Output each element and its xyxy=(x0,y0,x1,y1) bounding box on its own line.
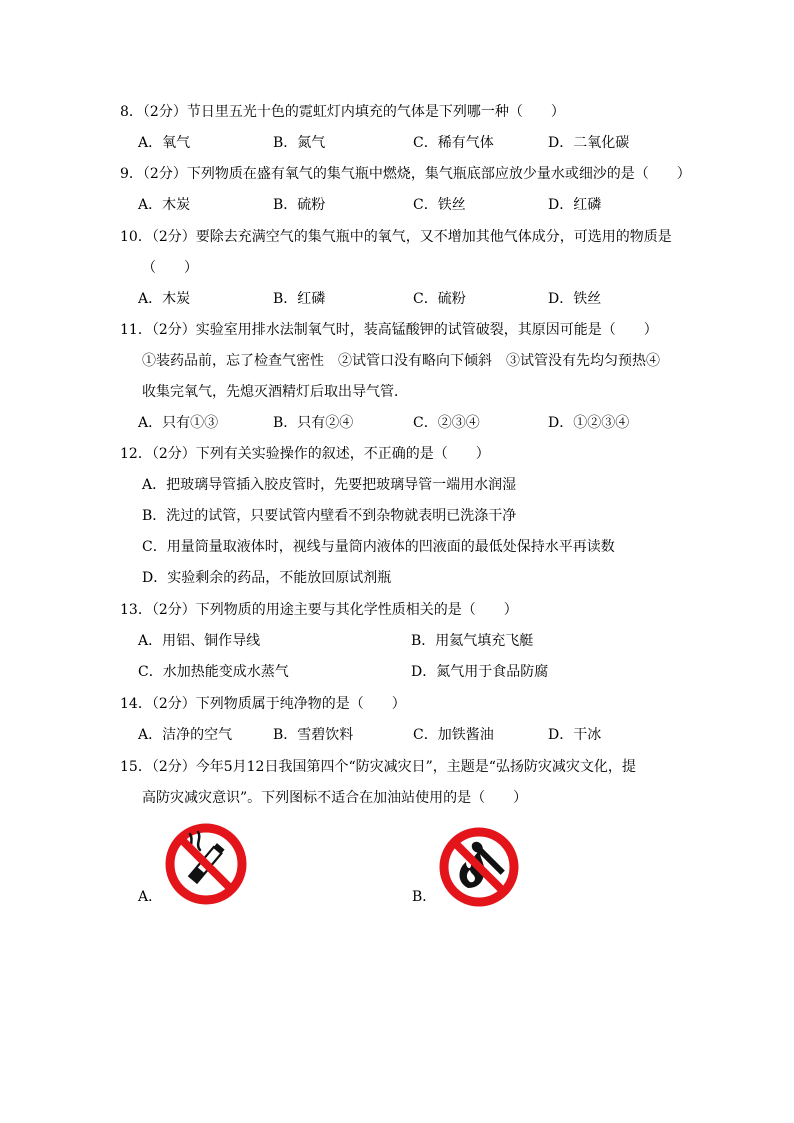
option-b: B．红磷 xyxy=(273,291,326,307)
option-b: B．洗过的试管，只要试管内壁看不到杂物就表明已洗涤干净 xyxy=(142,508,517,524)
options-row xyxy=(120,626,680,657)
option-c: C．水加热能变成水蒸气 xyxy=(138,664,289,680)
options-row xyxy=(120,657,680,688)
option-d: D．二氧化碳 xyxy=(548,135,630,151)
options-row xyxy=(120,408,680,439)
option-c: C．加铁酱油 xyxy=(413,727,494,743)
no-smoking-sign-icon xyxy=(164,822,248,906)
option-c: C．用量筒量取液体时，视线与量筒内液体的凹液面的最低处保持水平再读数 xyxy=(142,539,615,555)
question-11 xyxy=(120,315,680,439)
options-row xyxy=(120,190,680,221)
question-13 xyxy=(120,595,680,688)
option-b: B．氮气 xyxy=(273,135,326,151)
question-stem: 14．（2分）下列物质属于纯净物的是（ ） xyxy=(120,696,406,712)
question-stem: 11．（2分）实验室用排水法制氧气时，装高锰酸钾的试管破裂，其原因可能是（ ） xyxy=(120,322,658,338)
option-a: A．木炭 xyxy=(138,291,191,307)
option-c: C．稀有气体 xyxy=(413,135,494,151)
option-a: A．洁净的空气 xyxy=(138,727,233,743)
question-9 xyxy=(120,159,691,221)
question-stem: 8．（2分）节日里五光十色的霓虹灯内填充的气体是下列哪一种（ ） xyxy=(120,104,565,120)
option-d: D．①②③④ xyxy=(548,415,630,431)
option-a: A．把玻璃导管插入胶皮管时，先要把玻璃导管一端用水润湿 xyxy=(142,477,517,493)
question-stem: 10．（2分）要除去充满空气的集气瓶中的氧气，又不增加其他气体成分，可选用的物质是 xyxy=(120,229,672,245)
option-d: D．红磷 xyxy=(548,197,602,213)
question-14 xyxy=(120,689,680,751)
option-a: A．用铝、铜作导线 xyxy=(138,633,261,649)
option-d: D．实验剩余的药品，不能放回原试剂瓶 xyxy=(142,570,392,586)
option-c: C．硫粉 xyxy=(413,291,466,307)
option-d: D．铁丝 xyxy=(548,291,602,307)
question-stem: 9．（2分）下列物质在盛有氧气的集气瓶中燃烧，集气瓶底部应放少量水或细沙的是（ ） xyxy=(120,166,691,182)
option-b: B． xyxy=(412,889,437,905)
option-d: D．氮气用于食品防腐 xyxy=(411,664,549,680)
question-stem: 13．（2分）下列物质的用途主要与其化学性质相关的是（ ） xyxy=(120,602,518,618)
option-c: C．②③④ xyxy=(413,415,480,431)
option-a: A．只有①③ xyxy=(138,415,219,431)
options-row xyxy=(120,720,680,751)
question-stem: 15．（2分）今年5月12日我国第四个“防灾减灾日”，主题是“弘扬防灾减灾文化，提 xyxy=(120,759,636,775)
option-b: B．用氦气填充飞艇 xyxy=(411,633,534,649)
option-a: A．木炭 xyxy=(138,197,191,213)
option-c: C．铁丝 xyxy=(413,197,466,213)
option-b: B．硫粉 xyxy=(273,197,326,213)
question-stem: 12．（2分）下列有关实验操作的叙述，不正确的是（ ） xyxy=(120,446,490,462)
option-a: A． xyxy=(138,889,163,905)
option-b: B．雪碧饮料 xyxy=(273,727,354,743)
question-stem-cont: ①装药品前，忘了检查气密性 ②试管口没有略向下倾斜 ③试管没有先均匀预热④ xyxy=(142,353,660,369)
options-row xyxy=(120,128,680,159)
question-stem-cont: 高防灾减灾意识”。下列图标不适合在加油站使用的是（ ） xyxy=(142,790,528,806)
no-fire-sign-icon xyxy=(438,826,520,908)
question-8 xyxy=(120,97,680,159)
option-a: A．氧气 xyxy=(138,135,191,151)
question-10 xyxy=(120,222,680,315)
option-b: B．只有②④ xyxy=(273,415,354,431)
question-15 xyxy=(120,752,680,814)
options-row xyxy=(120,284,680,315)
question-stem-cont: 收集完氧气，先熄灭酒精灯后取出导气管． xyxy=(142,384,408,400)
question-stem-cont: （ ） xyxy=(142,260,198,276)
question-12 xyxy=(120,439,680,594)
option-d: D．干冰 xyxy=(548,727,602,743)
